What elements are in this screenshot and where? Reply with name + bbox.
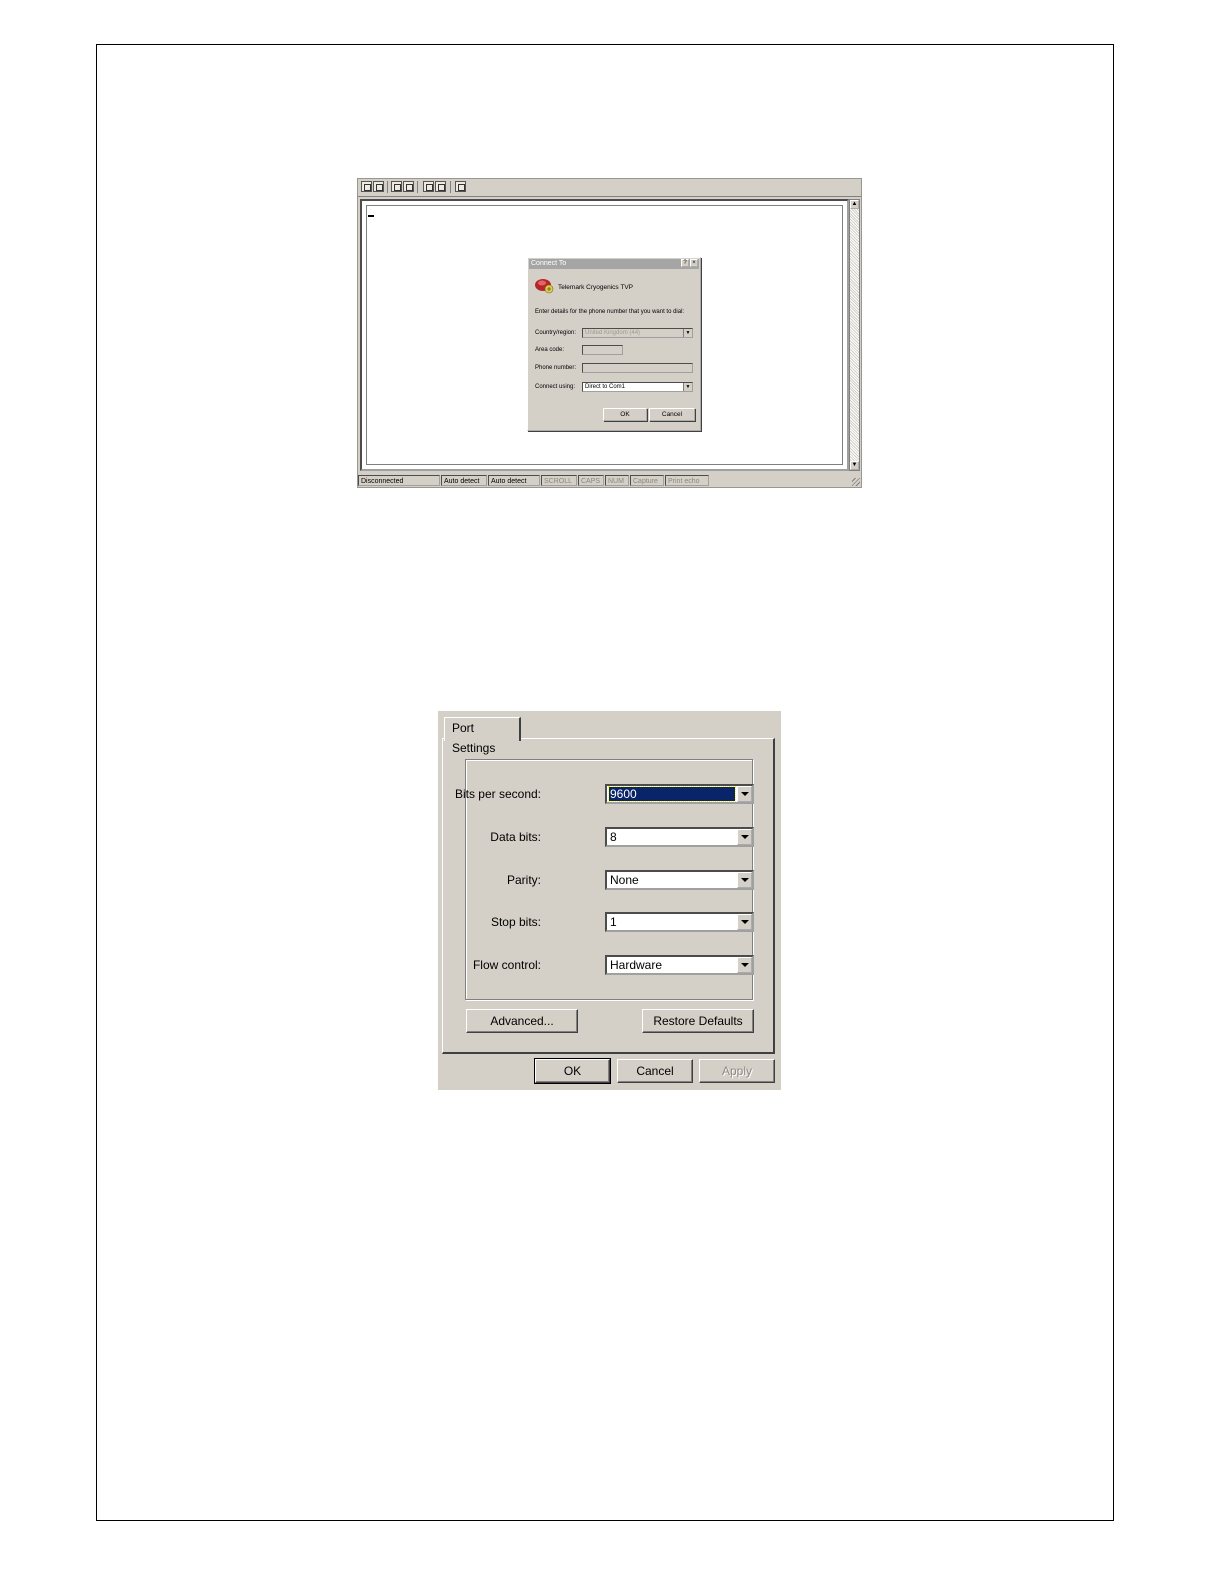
chevron-down-icon[interactable]	[737, 957, 752, 973]
country-select[interactable]	[582, 328, 693, 338]
parity-value: None	[610, 873, 639, 887]
status-caps: CAPS	[578, 475, 604, 486]
dialog-title: Connect To	[529, 259, 699, 269]
phone-number-label: Phone number:	[535, 365, 577, 371]
connect-using-select[interactable]	[582, 382, 693, 392]
flow-control-select[interactable]	[605, 955, 754, 975]
flow-control-value: Hardware	[610, 958, 663, 972]
terminal-area[interactable]	[360, 199, 849, 471]
country-value: United Kingdom (44)	[585, 330, 641, 336]
data-bits-select[interactable]	[605, 827, 754, 847]
dial-prompt: Enter details for the phone number that you want to dial:	[535, 309, 685, 315]
close-button[interactable]: ×	[690, 259, 698, 267]
advanced-button[interactable]: Advanced...	[466, 1009, 578, 1033]
connect-icon[interactable]	[391, 181, 402, 192]
parity-select[interactable]	[605, 870, 754, 890]
cancel-button[interactable]: Cancel	[649, 408, 695, 421]
area-code-field[interactable]	[582, 345, 623, 355]
ok-button[interactable]: OK	[535, 1059, 610, 1083]
bits-per-second-value: 9600	[609, 787, 735, 801]
scroll-up-icon[interactable]: ▲	[851, 201, 858, 207]
status-detect-2: Auto detect	[488, 475, 540, 486]
bits-per-second-label: Bits per second:	[454, 787, 541, 801]
receive-icon[interactable]	[435, 181, 446, 192]
parity-label: Parity:	[506, 873, 541, 887]
restore-defaults-button[interactable]: Restore Defaults	[642, 1009, 754, 1033]
area-code-label: Area code:	[535, 347, 565, 353]
tab-port-settings[interactable]: Port Settings	[444, 717, 521, 741]
status-num: NUM	[605, 475, 629, 486]
hyperterminal-window	[357, 178, 862, 488]
chevron-down-icon[interactable]: ▼	[683, 383, 692, 391]
help-button[interactable]: ?	[681, 259, 689, 267]
scroll-down-icon[interactable]: ▼	[851, 462, 858, 468]
toolbar	[358, 179, 861, 197]
ok-button[interactable]: OK	[603, 408, 647, 421]
stop-bits-select[interactable]	[605, 912, 754, 932]
status-capture: Capture	[630, 475, 664, 486]
status-connection: Disconnected	[358, 475, 440, 486]
connect-to-dialog	[527, 257, 701, 431]
toolbar-separator	[417, 181, 418, 193]
toolbar-separator	[387, 181, 388, 193]
toolbar-separator	[450, 181, 451, 193]
connection-name: Telemark Cryogenics TVP	[558, 284, 634, 291]
country-label: Country/region:	[535, 330, 577, 336]
send-icon[interactable]	[423, 181, 434, 192]
status-detect-1: Auto detect	[441, 475, 487, 486]
data-bits-label: Data bits:	[490, 830, 541, 844]
connect-using-label: Connect using:	[535, 384, 576, 390]
vertical-scrollbar[interactable]	[849, 199, 860, 471]
status-scroll: SCROLL	[541, 475, 577, 486]
status-bar	[358, 475, 861, 487]
chevron-down-icon[interactable]	[737, 914, 752, 930]
apply-button[interactable]: Apply	[699, 1059, 775, 1083]
text-cursor	[368, 215, 374, 217]
properties-icon[interactable]	[455, 181, 466, 192]
chevron-down-icon[interactable]: ▼	[683, 329, 692, 337]
chevron-down-icon[interactable]	[737, 829, 752, 845]
bits-per-second-select[interactable]	[605, 784, 754, 804]
connect-using-value: Direct to Com1	[585, 384, 626, 390]
chevron-down-icon[interactable]	[737, 786, 752, 802]
status-print-echo: Print echo	[665, 475, 709, 486]
disconnect-icon[interactable]	[403, 181, 414, 192]
data-bits-value: 8	[610, 830, 617, 844]
stop-bits-label: Stop bits:	[490, 915, 541, 929]
cancel-button[interactable]: Cancel	[617, 1059, 693, 1083]
port-settings-dialog	[438, 711, 781, 1090]
new-icon[interactable]	[361, 181, 372, 192]
settings-group	[454, 759, 753, 1000]
open-icon[interactable]	[373, 181, 384, 192]
stop-bits-value: 1	[610, 915, 617, 929]
resize-grip-icon[interactable]	[852, 478, 860, 486]
flow-control-label: Flow control:	[472, 958, 541, 972]
connection-icon	[534, 276, 554, 294]
chevron-down-icon[interactable]	[737, 872, 752, 888]
phone-number-field[interactable]	[582, 363, 693, 373]
